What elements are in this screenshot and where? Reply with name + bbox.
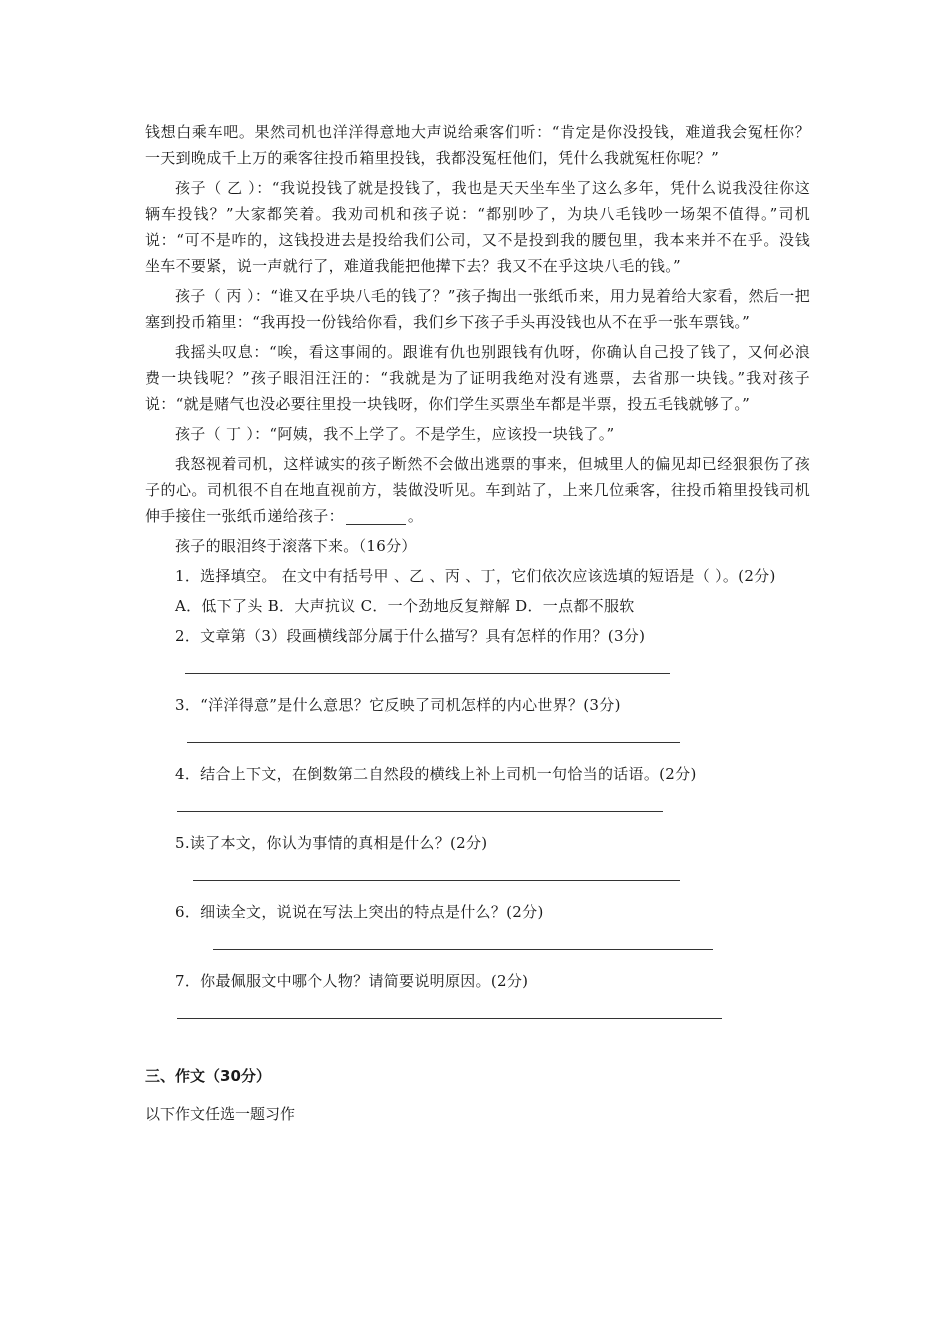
document-content: [145, 119, 810, 1127]
question-2: 2．文章第（3）段画横线部分属于什么描写？具有怎样的作用？(3分): [175, 627, 646, 645]
question-7: 7．你最佩服文中哪个人物？请简要说明原因。(2分): [175, 972, 529, 990]
answer-line-7[interactable]: [177, 1018, 722, 1019]
section-3-title: 三、作文（30分）: [145, 1067, 271, 1085]
question-5: 5.读了本文，你认为事情的真相是什么？(2分): [175, 834, 488, 852]
section-3-instruction: 以下作文任选一题习作: [145, 1105, 296, 1123]
answer-line-3[interactable]: [187, 742, 680, 743]
story-paragraph-4: 我摇头叹息：“唉，看这事闹的。跟谁有仇也别跟钱有仇呀，你确认自己投了钱了，又何必浪费一块钱呢？”孩子眼泪汪汪的：“我就是为了证明我绝对没有逃票，去省那一块钱。”我对孩子说：“就是赌气也没必要往里投一块钱呀，你们学生买票坐车都是半票，投五毛钱就够了。”: [145, 343, 810, 413]
question-1-options: A．低下了头 B．大声抗议 C．一个劲地反复辩解 D．一点都不服软: [175, 597, 635, 615]
question-3: 3．“洋洋得意”是什么意思？它反映了司机怎样的内心世界？(3分): [175, 696, 621, 714]
answer-line-4[interactable]: [177, 811, 663, 812]
question-6: 6．细读全文，说说在写法上突出的特点是什么？(2分): [175, 903, 544, 921]
story-paragraph-6-text: 我怒视着司机，这样诚实的孩子断然不会做出逃票的事来，但城里人的偏见却已经狠狠伤了孩子的心。司机很不自在地直视前方，装做没听见。车到站了，上来几位乘客，往投币箱里投钱司机伸手接住一张纸币递给孩子：: [145, 455, 810, 525]
fill-in-blank[interactable]: [346, 508, 406, 525]
answer-line-6[interactable]: [213, 949, 713, 950]
question-4: 4．结合上下文，在倒数第二自然段的横线上补上司机一句恰当的话语。(2分): [175, 765, 697, 783]
answer-line-5[interactable]: [193, 880, 680, 881]
question-1: 1．选择填空。 在文中有括号甲 、乙 、丙 、丁，它们依次应该选填的短语是（ ）。(2分): [175, 567, 776, 585]
story-paragraph-6: [145, 451, 810, 529]
story-paragraph-6-end: 。: [407, 507, 424, 525]
story-paragraph-3: 孩子（ 丙 ）：“谁又在乎块八毛的钱了？”孩子掏出一张纸币来，用力晃着给大家看，然后一把塞到投币箱里：“我再投一份钱给你看，我们乡下孩子手头再没钱也从不在乎一张车票钱。”: [145, 287, 810, 331]
answer-line-2[interactable]: [185, 673, 670, 674]
story-paragraph-1: 钱想白乘车吧。果然司机也洋洋得意地大声说给乘客们听：“肯定是你没投钱，难道我会冤枉你？一天到晚成千上万的乘客往投币箱里投钱，我都没冤枉他们，凭什么我就冤枉你呢？”: [145, 123, 810, 167]
story-paragraph-2: 孩子（ 乙 ）：“我说投钱了就是投钱了，我也是天天坐车坐了这么多年，凭什么说我没往你这辆车投钱？”大家都笑着。我劝司机和孩子说：“都别吵了，为块八毛钱吵一场架不值得。”司机说：“可不是咋的，这钱投进去是投给我们公司，又不是投到我的腰包里，我本来并不在乎。没钱坐车不要紧，说一声就行了，难道我能把他撵下去？我又不在乎这块八毛的钱。”: [145, 179, 810, 275]
story-paragraph-7: 孩子的眼泪终于滚落下来。（16分）: [175, 537, 417, 555]
story-paragraph-5: 孩子（ 丁 ）：“阿姨，我不上学了。不是学生，应该投一块钱了。”: [175, 425, 615, 443]
